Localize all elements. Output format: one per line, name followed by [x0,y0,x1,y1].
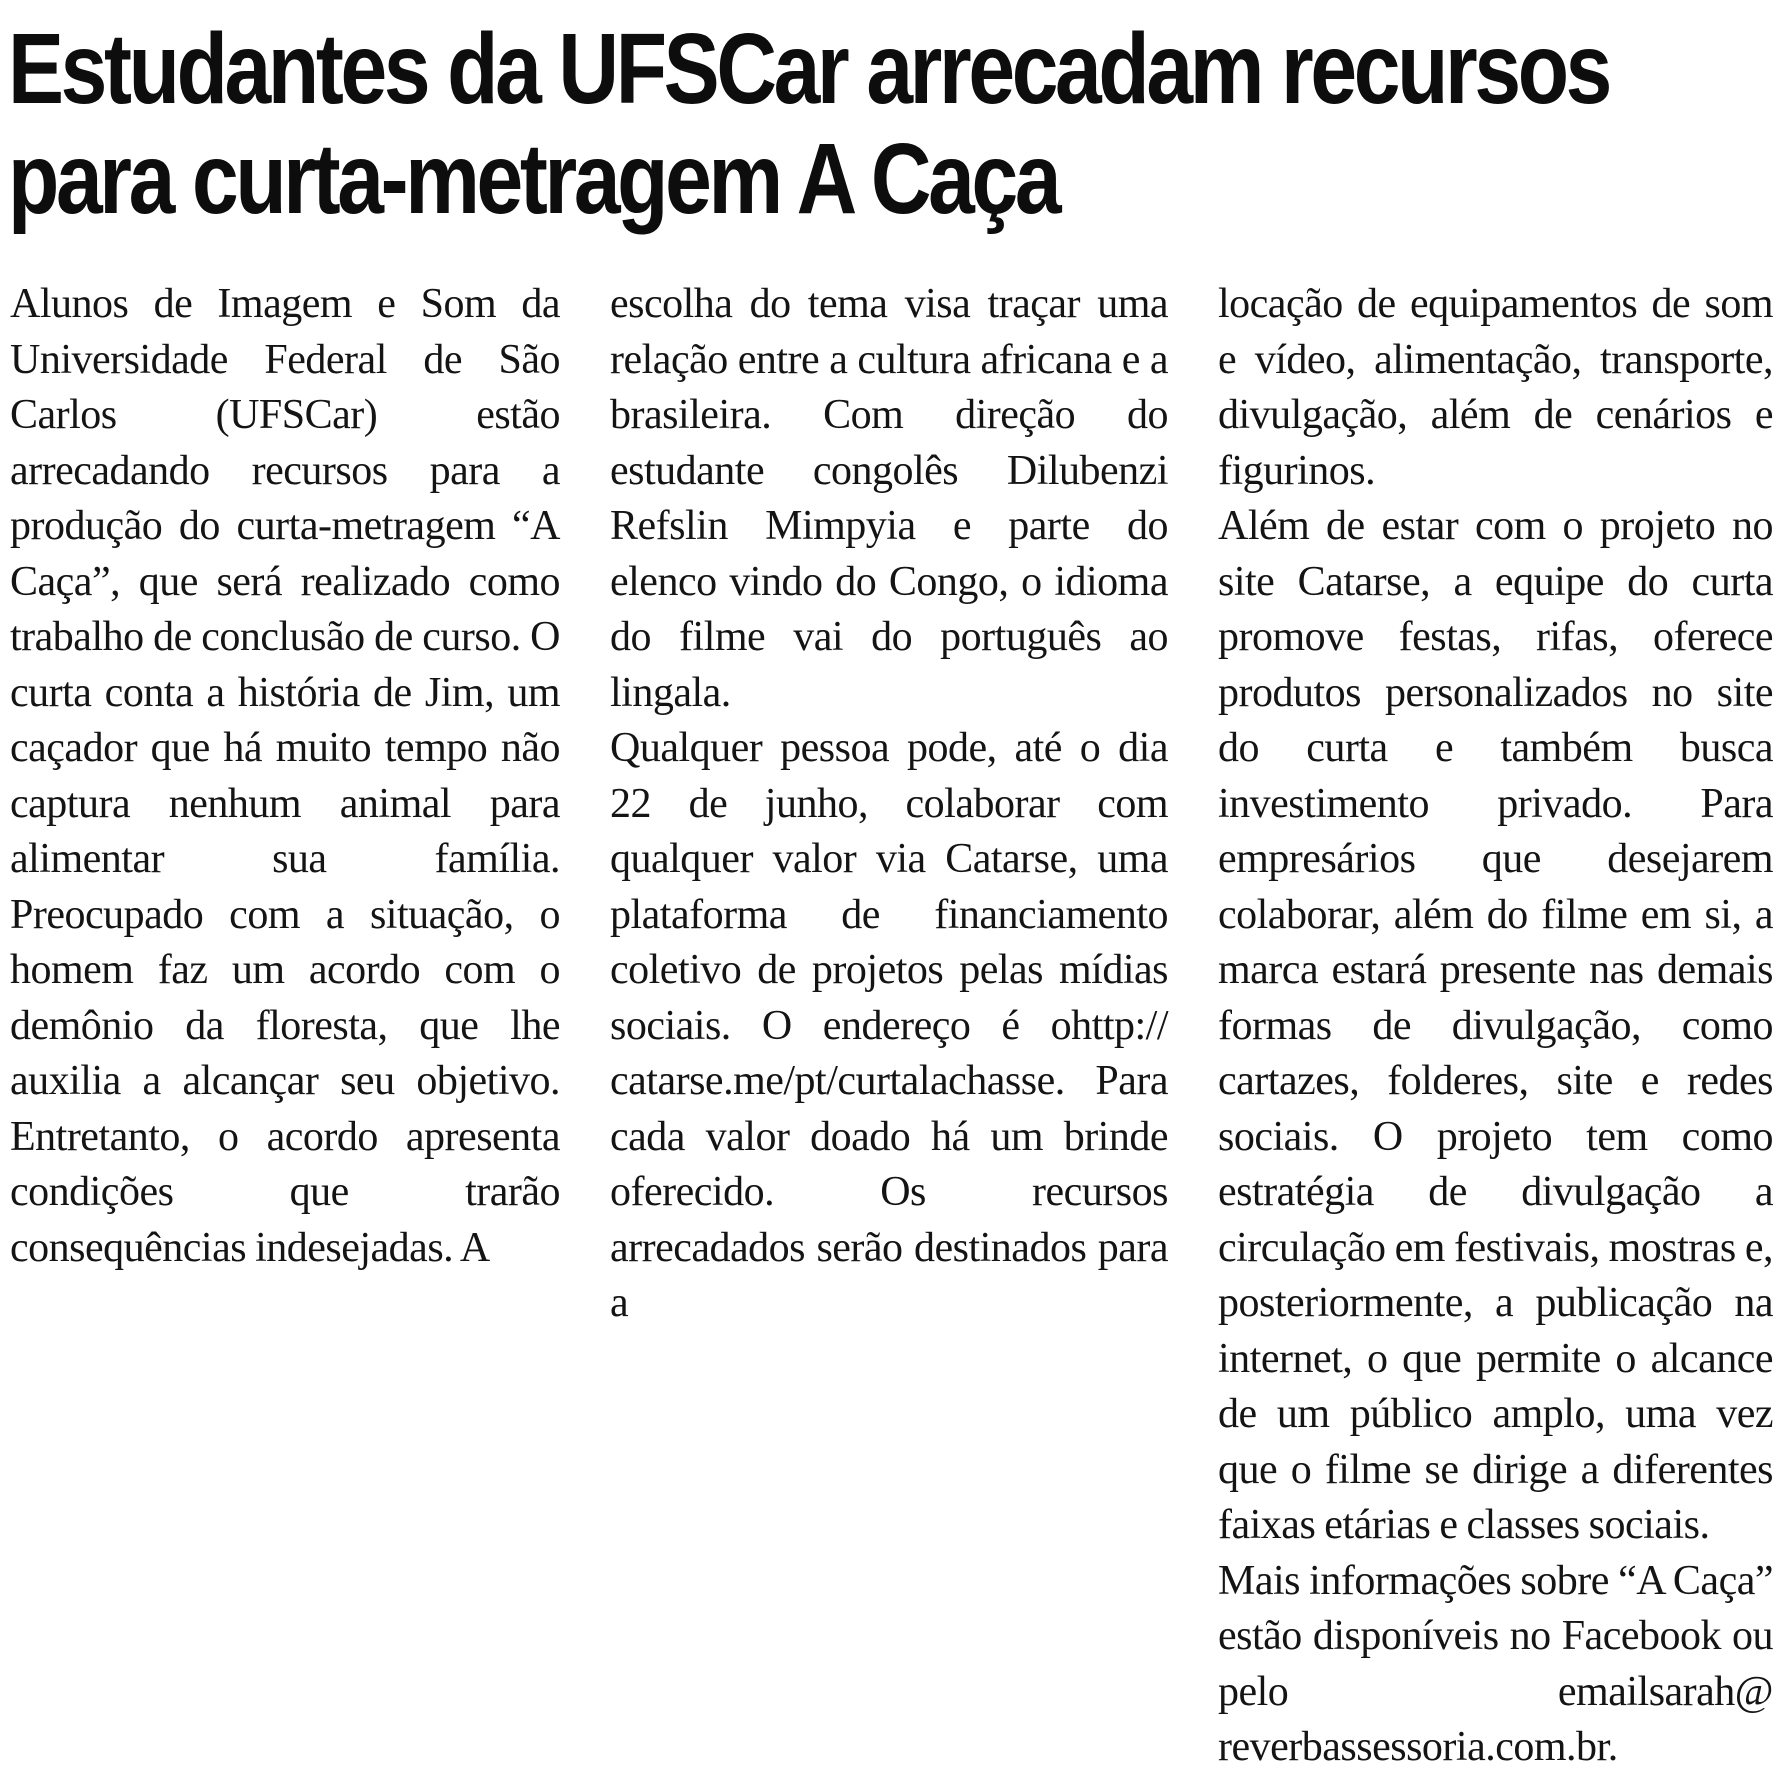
article-headline [8,13,1610,235]
article-body [10,277,1773,1777]
column-3-paragraph-3: Mais informações sobre “A Caça” estão disponíveis no Facebook ou pelo emailsarah@ reverbassessoria.com.br. [1218,1557,1773,1770]
column-1-paragraph-1: Alunos de Imagem e Som da Universidade Federal de São Carlos (UFSCar) estão arrecadando recursos para a produção do curta-metragem “A Caça”, que será realizado como trabalho de conclusão de curso. O curta conta a história de Jim, um caçador que há muito tempo não captura nenhum animal para alimentar sua família. Preocupado com a situação, o homem faz um acordo com o demônio da floresta, que lhe auxilia a alcançar seu objetivo. Entretanto, o acordo apresenta condições que trarão consequências indesejadas. A [10,281,560,1271]
column-2 [610,277,1168,1332]
headline-line-2: para curta-metragem A Caça [8,123,1059,235]
column-3-paragraph-2: Além de estar com o projeto no site Catarse, a equipe do curta promove festas, rifas, oferece produtos personalizados no site do curta e também busca investimento privado. Para empresários que desejarem colaborar, além do filme em si, a marca estará presente nas demais formas de divulgação, como cartazes, folderes, site e redes sociais. O projeto tem como estratégia de divulgação a circulação em festivais, mostras e, posteriormente, a publicação na internet, o que permite o alcance de um público amplo, uma vez que o filme se dirige a diferentes faixas etárias e classes sociais. [1218,503,1773,1548]
column-2-paragraph-2: Qualquer pessoa pode, até o dia 22 de junho, colaborar com qualquer valor via Catarse, uma plataforma de financiamento coletivo de projetos pelas mídias sociais. O endereço é ohttp:// catarse.me/pt/curtalachasse. Para cada valor doado há um brinde oferecido. Os recursos arrecadados serão destinados para a [610,725,1168,1326]
column-3 [1218,277,1773,1776]
headline-line-1: Estudantes da UFSCar arrecadam recursos [8,13,1610,125]
column-1 [10,277,560,1276]
column-2-paragraph-1: escolha do tema visa traçar uma relação entre a cultura africana e a brasileira. Com direção do estudante congolês Dilubenzi Refslin Mimpyia e parte do elenco vindo do Congo, o idioma do filme vai do português ao lingala. [610,281,1168,716]
column-3-paragraph-1: locação de equipamentos de som e vídeo, alimentação, transporte, divulgação, além de cenários e figurinos. [1218,281,1773,494]
